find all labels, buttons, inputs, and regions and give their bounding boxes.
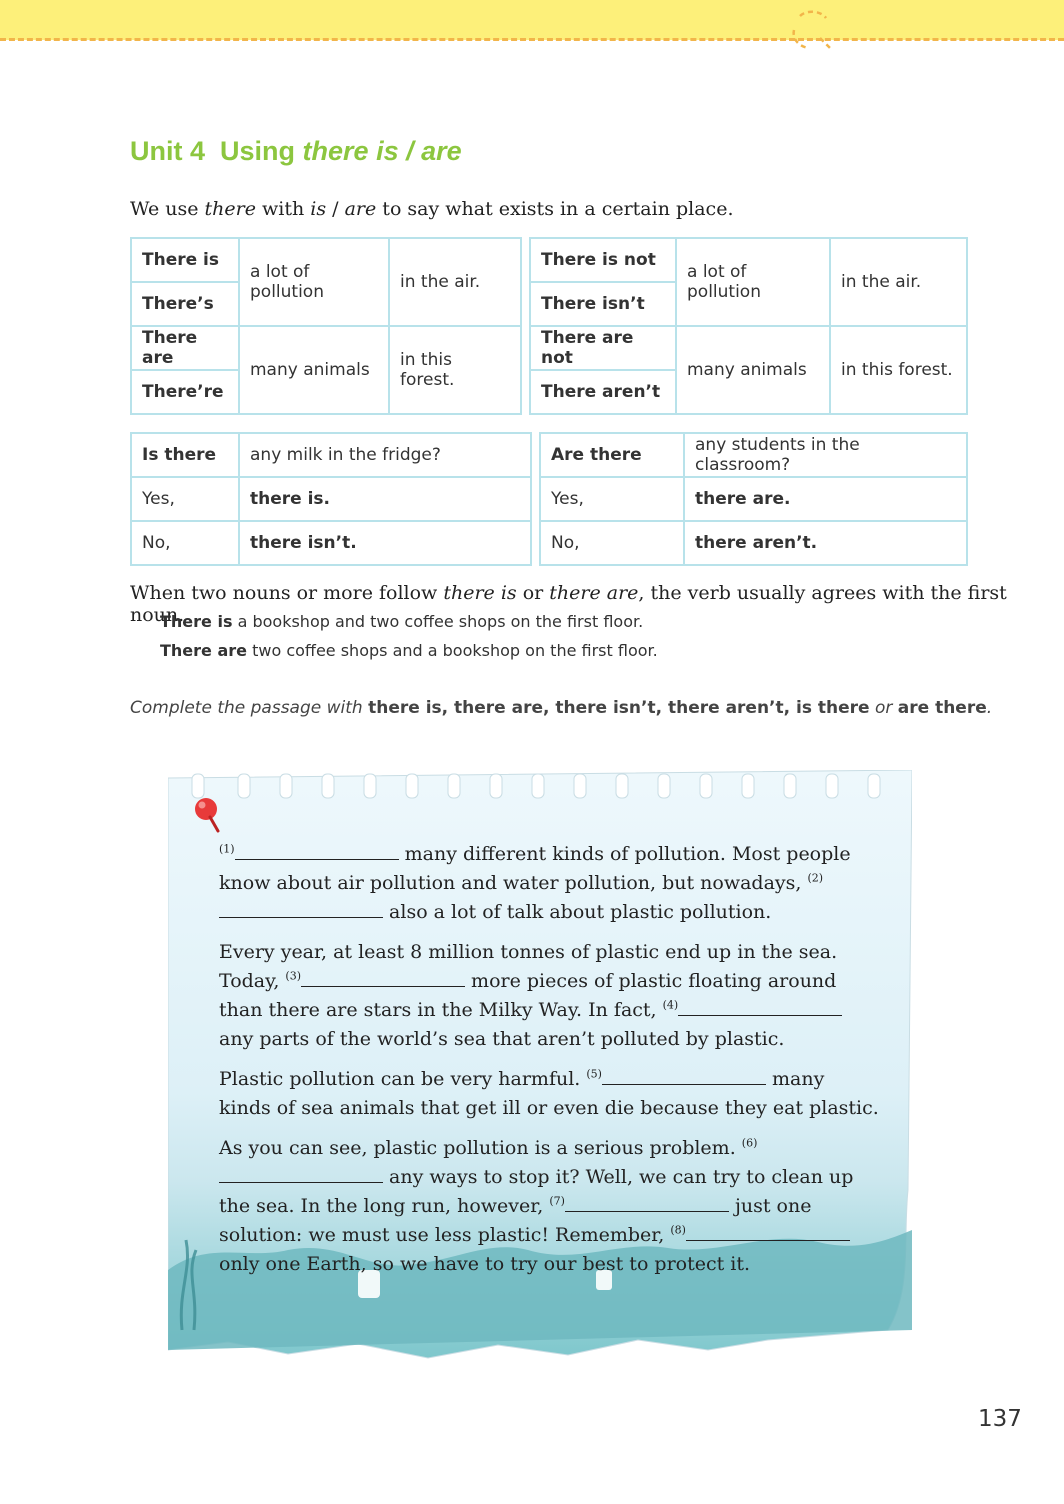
answer-blank-2[interactable] (219, 901, 383, 918)
table-cell: in the air. (830, 238, 967, 326)
table-cell: a lot of pollution (676, 238, 830, 326)
answer-blank-5[interactable] (602, 1068, 766, 1085)
table-cell: any milk in the fridge? (239, 433, 531, 477)
table-cell: in this forest. (389, 326, 521, 414)
table-cell: There is not (530, 238, 676, 282)
table-cell: There’re (131, 370, 239, 414)
table-question-plural (539, 432, 968, 566)
table-cell: there isn’t. (239, 521, 531, 565)
example-sentence: There are two coffee shops and a bookshop on the first floor. (160, 641, 658, 660)
passage-paragraph: Plastic pollution can be very harmful. $^{(5)}$ many kinds of sea animals that get ill or even die because they eat plastic. (219, 1067, 879, 1119)
table-positive (130, 237, 522, 415)
top-band (0, 0, 1064, 40)
table-cell: Is there (131, 433, 239, 477)
table-cell: There isn’t (530, 282, 676, 326)
table-cell: any students in the classroom? (684, 433, 967, 477)
table-cell: there is. (239, 477, 531, 521)
table-cell: There aren’t (530, 370, 676, 414)
table-cell: No, (540, 521, 684, 565)
page-number: 137 (978, 1406, 1022, 1432)
table-cell: many animals (676, 326, 830, 414)
passage-paragraph: $^{(1)}$ many different kinds of pollution. Most people know about air pollution and water pollution, but nowadays, $^{(2)}$ also a lot of talk about plastic pollution. (219, 842, 851, 923)
example-sentence: There is a bookshop and two coffee shops on the first floor. (160, 612, 644, 631)
table-cell: There is (131, 238, 239, 282)
dashed-border (0, 38, 1064, 41)
passage-paragraph: As you can see, plastic pollution is a serious problem. $^{(6)}$ any ways to stop it? Well, we can try to clean up the sea. In the long run, however, $^{(7)}$ just one solution: we must use less plastic! Remember, $^{(8)}$ only one Earth, so we have to try our best to protect it. (219, 1136, 854, 1275)
answer-blank-1[interactable] (235, 843, 399, 860)
table-cell: a lot of pollution (239, 238, 389, 326)
exercise-instruction: Complete the passage with there is, there are, there isn’t, there aren’t, is there or are there. (130, 698, 993, 718)
table-cell: Yes, (540, 477, 684, 521)
unit-title: Unit 4 Using there is / are (130, 136, 462, 166)
intro-text: We use there with is / are to say what exists in a certain place. (130, 198, 734, 220)
doodle-decoration (786, 8, 836, 50)
answer-blank-4[interactable] (678, 999, 842, 1016)
grammar-rule: When two nouns or more follow there is or there are, the verb usually agrees with the first noun. (130, 582, 1007, 626)
table-cell: There are not (530, 326, 676, 370)
table-cell: there aren’t. (684, 521, 967, 565)
table-cell: No, (131, 521, 239, 565)
table-cell: there are. (684, 477, 967, 521)
answer-blank-7[interactable] (565, 1195, 729, 1212)
table-cell: There are (131, 326, 239, 370)
table-cell: in the air. (389, 238, 521, 326)
answer-blank-3[interactable] (301, 970, 465, 987)
table-cell: in this forest. (830, 326, 967, 414)
table-cell: Yes, (131, 477, 239, 521)
table-cell: There’s (131, 282, 239, 326)
table-question-singular (130, 432, 532, 566)
pushpin-icon (190, 795, 224, 835)
passage-paragraph: Every year, at least 8 million tonnes of plastic end up in the sea. Today, $^{(3)}$ more pieces of plastic floating around than there are stars in the Milky Way. In fact, $^{(4)}$ any parts of the world’s sea that aren’t polluted by plastic. (219, 938, 879, 1054)
answer-blank-6[interactable] (219, 1166, 383, 1183)
answer-blank-8[interactable] (686, 1224, 850, 1241)
table-negative (529, 237, 968, 415)
table-cell: Are there (540, 433, 684, 477)
table-cell: many animals (239, 326, 389, 414)
